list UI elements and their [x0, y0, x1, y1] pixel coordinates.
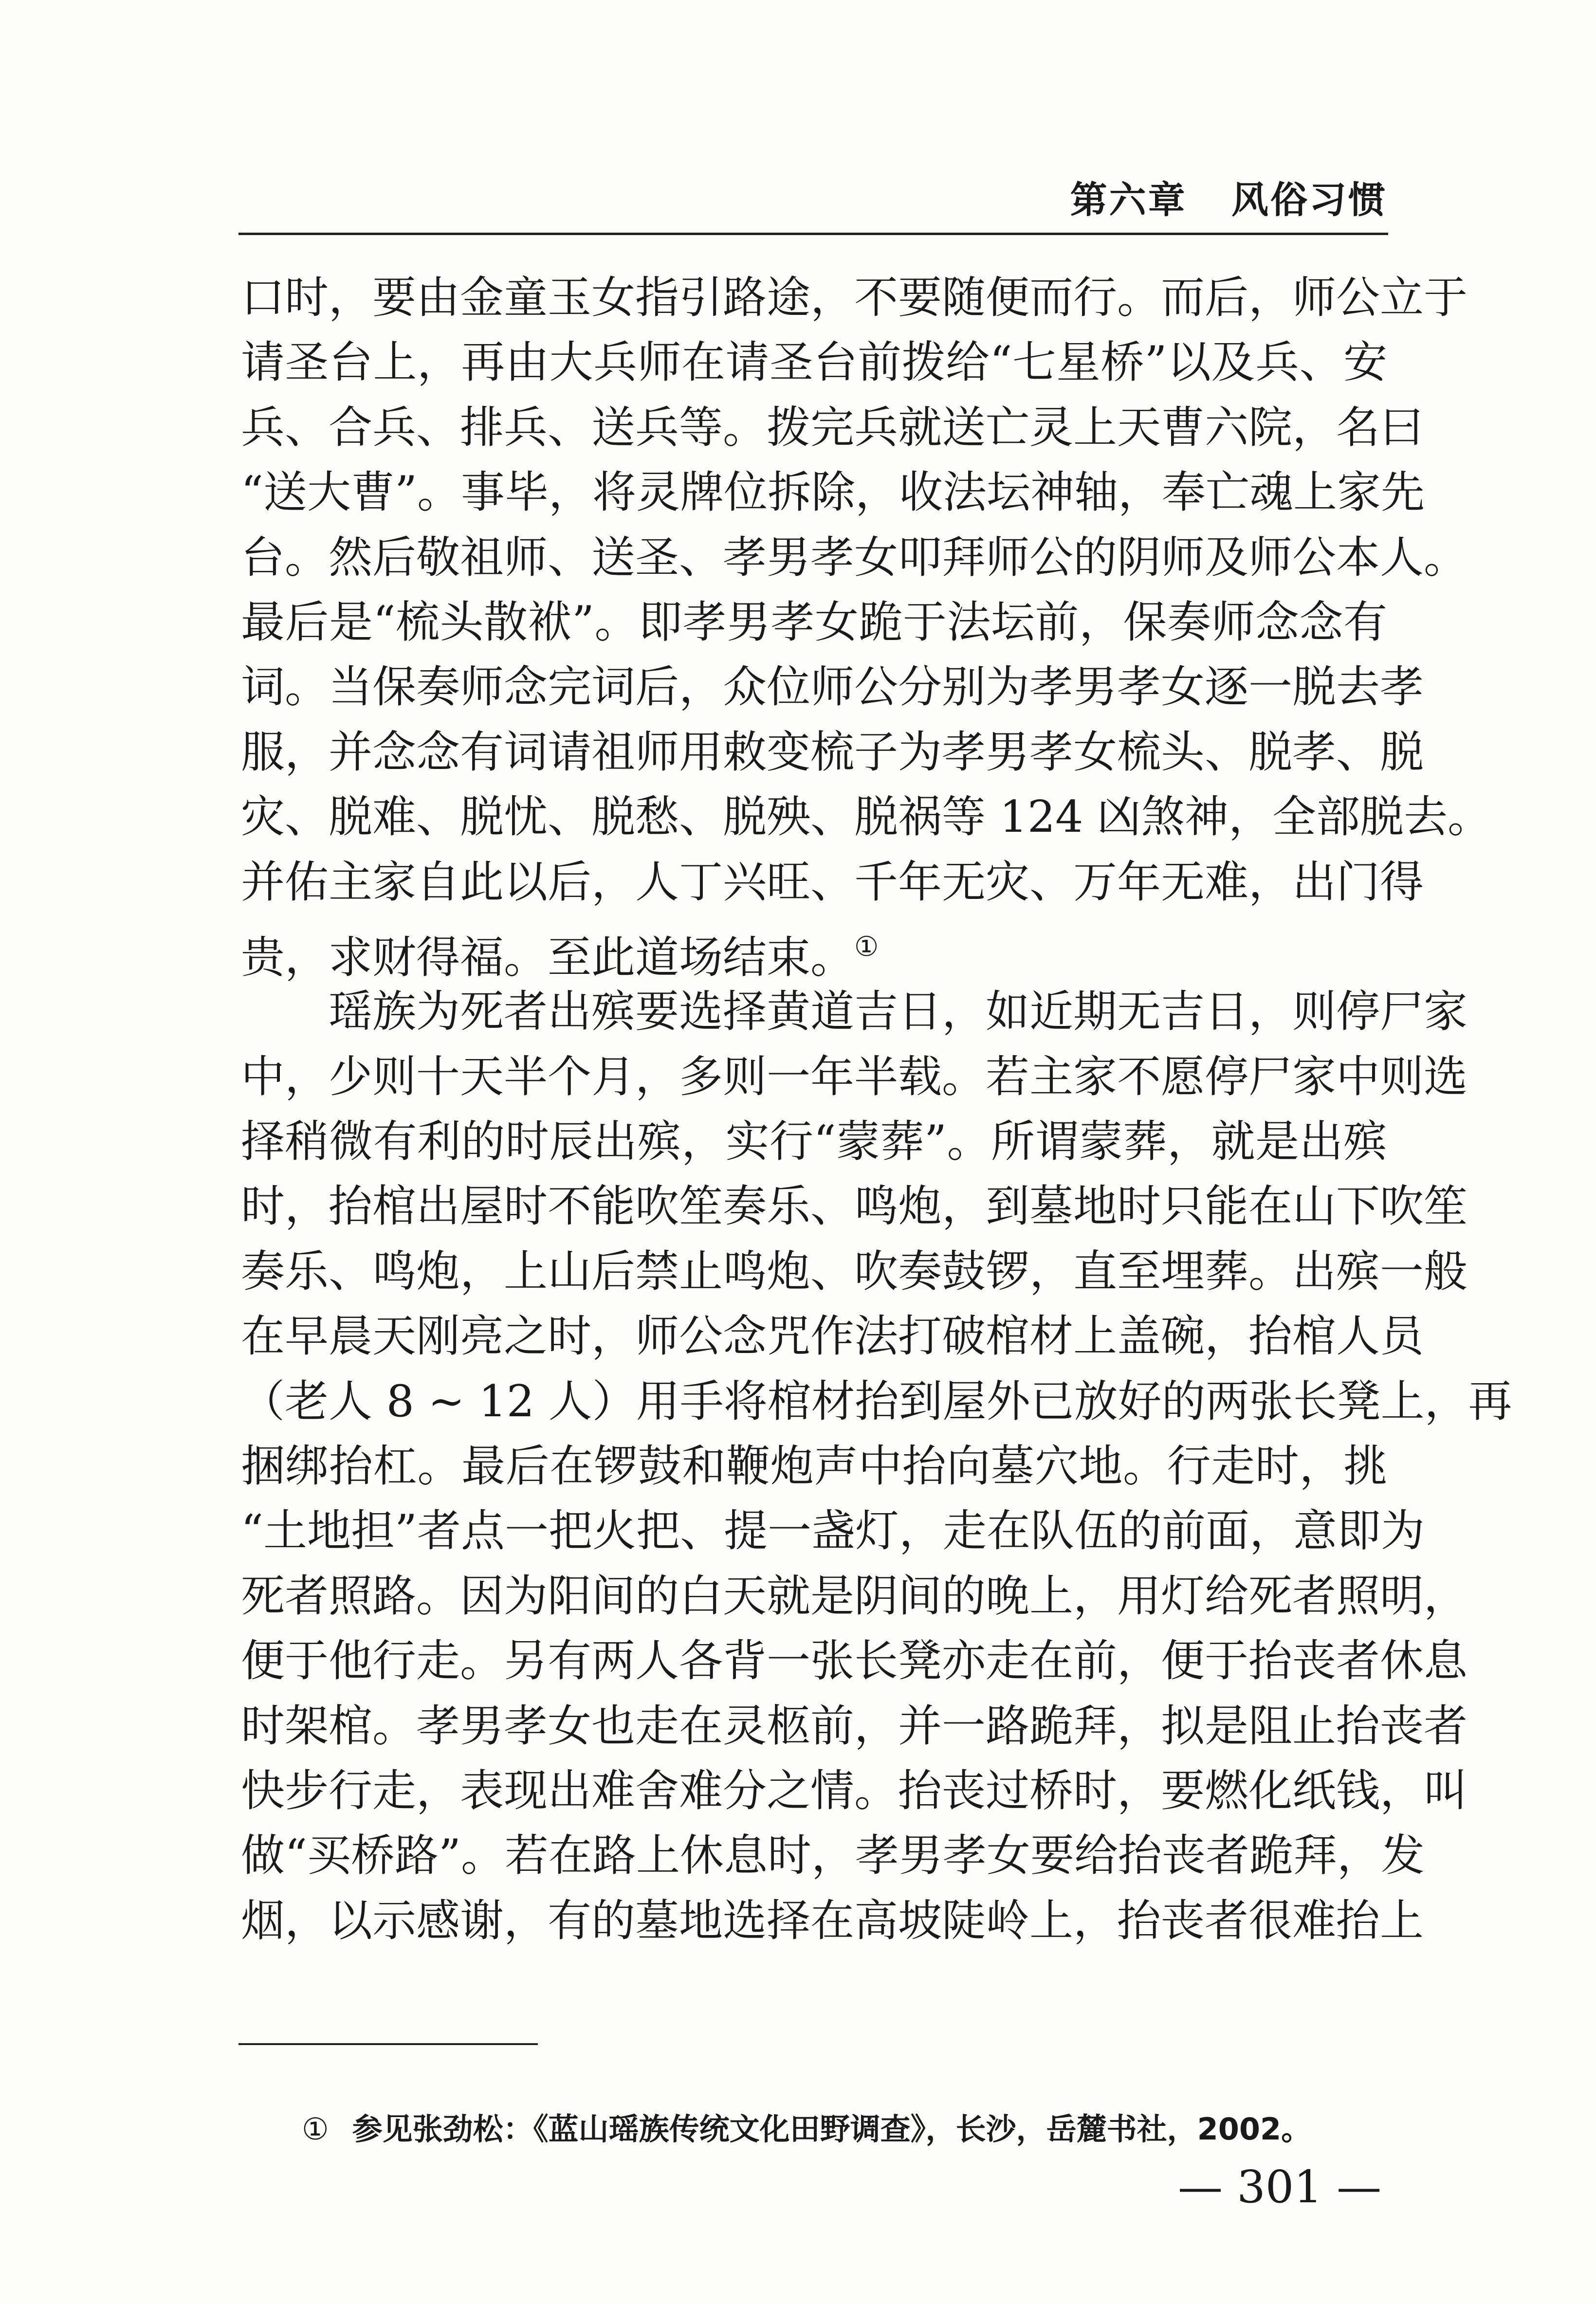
header-rule — [238, 233, 1388, 235]
chapter-title: 第六章 风俗习惯 — [1070, 178, 1387, 221]
footnote-text: 参见张劲松：《蓝山瑶族传统文化田野调查》，长沙，岳麓书社，2002。 — [352, 2111, 1312, 2147]
text-line: 在早晨天刚亮之时，师公念咒作法打破棺材上盖碗，抬棺人员 — [241, 1311, 1424, 1362]
text-line: 请圣台上，再由大兵师在请圣台前拨给“七星桥”以及兵、安 — [241, 337, 1387, 388]
text-line: 择稍微有利的时辰出殡，实行“蒙葬”。所谓蒙葬，就是出殡 — [241, 1116, 1387, 1168]
text-line-content: 贵，求财得福。至此道场结束。 — [241, 932, 854, 983]
footnote-number: ① — [302, 2111, 329, 2147]
text-line: 台。然后敬祖师、送圣、孝男孝女叩拜师公的阴师及师公本人。 — [241, 531, 1468, 583]
footnote-marker: ① — [854, 931, 879, 963]
body-text — [241, 265, 1512, 1953]
text-line: 做“买桥路”。若在路上休息时，孝男孝女要给抬丧者跪拜，发 — [241, 1830, 1425, 1882]
paragraph-first-line: 瑶族为死者出殡要选择黄道吉日，如近期无吉日，则停尸家 — [329, 986, 1468, 1038]
text-line: 词。当保奏师念完词后，众位师公分别为孝男孝女逐一脱去孝 — [241, 661, 1424, 713]
text-line: “土地担”者点一把火把、提一盏灯，走在队伍的前面，意即为 — [241, 1505, 1425, 1557]
text-line — [241, 914, 1387, 983]
text-line: 便于他行走。另有两人各背一张长凳亦走在前，便于抬丧者休息 — [241, 1635, 1468, 1687]
text-line: （老人 8 ~ 12 人）用手将棺材抬到屋外已放好的两张长凳上，再 — [241, 1375, 1512, 1427]
footnote — [302, 2105, 1311, 2148]
footnote-rule — [238, 2043, 538, 2045]
text-line: 捆绑抬杠。最后在锣鼓和鞭炮声中抬向墓穴地。行走时，挑 — [241, 1441, 1387, 1492]
running-header — [238, 170, 1387, 224]
text-line: 最后是“梳头散袱”。即孝男孝女跪于法坛前，保奏师念念有 — [241, 596, 1387, 648]
text-line: 死者照路。因为阳间的白天就是阴间的晚上，用灯给死者照明， — [241, 1570, 1468, 1622]
text-line: 烟，以示感谢，有的墓地选择在高坡陡岭上，抬丧者很难抬上 — [241, 1895, 1424, 1946]
text-line: 时架棺。孝男孝女也走在灵柩前，并一路跪拜，拟是阻止抬丧者 — [241, 1700, 1468, 1752]
text-line: 并佑主家自此以后，人丁兴旺、千年无灾、万年无难，出门得 — [241, 856, 1424, 908]
text-line: 口时，要由金童玉女指引路途，不要随便而行。而后，师公立于 — [241, 272, 1468, 323]
text-line: 奏乐、鸣炮，上山后禁止鸣炮、吹奏鼓锣，直至埋葬。出殡一般 — [241, 1245, 1468, 1297]
text-line: 兵、合兵、排兵、送兵等。拨完兵就送亡灵上天曹六院，名曰 — [241, 402, 1424, 453]
text-line: “送大曹”。事毕，将灵牌位拆除，收法坛神轴，奉亡魂上家先 — [241, 467, 1425, 518]
text-line: 中，少则十天半个月，多则一年半载。若主家不愿停尸家中则选 — [241, 1051, 1468, 1102]
text-line: 时，抬棺出屋时不能吹笙奏乐、鸣炮，到墓地时只能在山下吹笙 — [241, 1181, 1468, 1232]
text-line: 服，并念念有词请祖师用敕变梳子为孝男孝女梳头、脱孝、脱 — [241, 726, 1424, 778]
page-number: — 301 — — [1178, 2161, 1382, 2213]
text-line: 灾、脱难、脱忧、脱愁、脱殃、脱祸等 124 凶煞神，全部脱去。 — [241, 791, 1491, 843]
text-line: 快步行走，表现出难舍难分之情。抬丧过桥时，要燃化纸钱，叫 — [241, 1765, 1468, 1816]
